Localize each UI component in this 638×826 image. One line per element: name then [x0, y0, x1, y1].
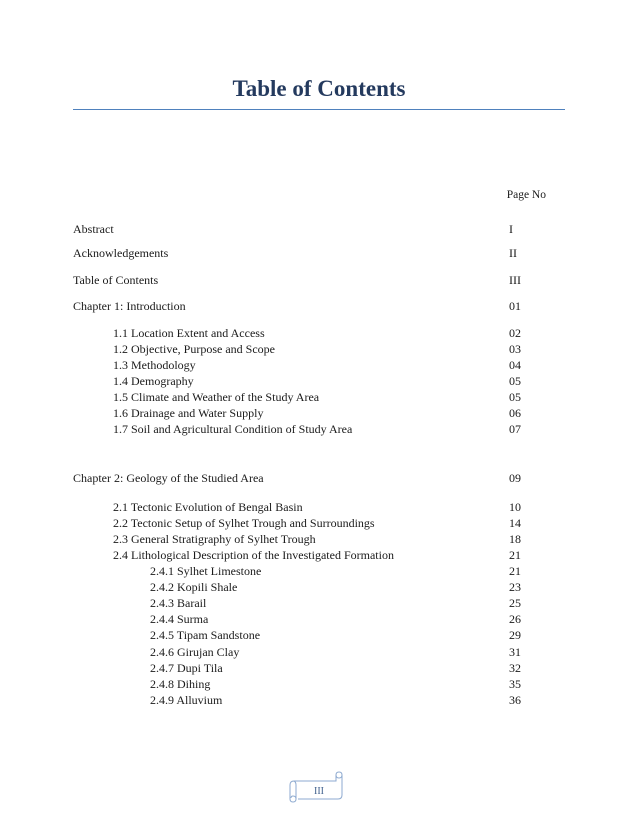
toc-entry-page: 18 [509, 532, 521, 546]
toc-entry-1-6 [113, 405, 539, 421]
toc-entry-page: 21 [509, 548, 521, 562]
page-number-footer [288, 771, 350, 803]
toc-entry-page: 31 [509, 645, 521, 659]
toc-entry-page: 03 [509, 342, 521, 356]
toc-entry-label: 2.1 Tectonic Evolution of Bengal Basin [113, 500, 303, 514]
toc-entry-2-1 [113, 499, 539, 515]
toc-entry-label: 1.6 Drainage and Water Supply [113, 406, 264, 420]
toc-entry-2-4-6 [150, 644, 539, 660]
toc-entry-page: 29 [509, 628, 521, 642]
toc-entry-page: 25 [509, 596, 521, 610]
toc-entry-label: Abstract [73, 222, 114, 236]
toc-entry-2-4-1 [150, 563, 539, 579]
toc-entry-page: III [509, 273, 521, 287]
toc-entry-label: Chapter 1: Introduction [73, 299, 186, 313]
toc-entry-label: 1.1 Location Extent and Access [113, 326, 265, 340]
toc-entry-label: 1.5 Climate and Weather of the Study Area [113, 390, 320, 404]
toc-entry-page: 09 [509, 471, 521, 485]
toc-entry-1-5 [113, 389, 539, 405]
toc-entry-label: 1.2 Objective, Purpose and Scope [113, 342, 275, 356]
toc-entry-page: 32 [509, 661, 521, 675]
toc-entry-2-4-4 [150, 611, 539, 627]
footer-page-number: III [314, 786, 324, 797]
toc-entry-1-4 [113, 373, 539, 389]
toc-entry-label: 2.4.5 Tipam Sandstone [150, 628, 261, 642]
toc-entry-page: 35 [509, 677, 521, 691]
toc-entry-2-4 [113, 547, 539, 563]
toc-entry-label: Chapter 2: Geology of the Studied Area [73, 471, 264, 485]
toc-entry-page: 10 [509, 500, 521, 514]
toc-entry-2-4-2 [150, 579, 539, 595]
toc-entry-label: 2.4.8 Dihing [150, 677, 211, 691]
toc-entry-table-of-contents [73, 272, 539, 288]
toc-entry-2-4-9 [150, 692, 539, 708]
toc-entry-label: 2.3 General Stratigraphy of Sylhet Trough [113, 532, 316, 546]
toc-entry-label: 2.4.7 Dupi Tila [150, 661, 223, 675]
toc-entry-page: 06 [509, 406, 521, 420]
toc-entry-label: 1.7 Soil and Agricultural Condition of Study Area [113, 422, 353, 436]
toc-entry-label: 1.4 Demography [113, 374, 194, 388]
toc-entry-label: Table of Contents [73, 273, 159, 287]
toc-entry-2-4-5 [150, 627, 539, 643]
toc-entry-label: 2.2 Tectonic Setup of Sylhet Trough and Surroundings [113, 516, 375, 530]
toc-entry-acknowledgements [73, 245, 539, 261]
toc-entry-1-1 [113, 325, 539, 341]
toc-entry-label: 2.4.2 Kopili Shale [150, 580, 238, 594]
toc-entry-label: 1.3 Methodology [113, 358, 196, 372]
toc-entry-page: I [509, 222, 513, 236]
title-underline [73, 109, 565, 110]
toc-entry-label: 2.4.6 Girujan Clay [150, 645, 240, 659]
toc-entry-1-3 [113, 357, 539, 373]
toc-entry-abstract [73, 221, 539, 237]
page-no-header: Page No [506, 189, 546, 201]
toc-entry-page: 36 [509, 693, 521, 707]
toc-entry-label: 2.4.4 Surma [150, 612, 209, 626]
toc-entry-page: 23 [509, 580, 521, 594]
toc-entry-chapter-1 [73, 298, 539, 314]
toc-entry-page: II [509, 246, 517, 260]
toc-entry-page: 04 [509, 358, 521, 372]
toc-entry-page: 07 [509, 422, 521, 436]
toc-entry-page: 05 [509, 374, 521, 388]
toc-entry-2-3 [113, 531, 539, 547]
toc-entry-2-4-8 [150, 676, 539, 692]
toc-entry-page: 02 [509, 326, 521, 340]
toc-entry-page: 05 [509, 390, 521, 404]
toc-entry-page: 01 [509, 299, 521, 313]
toc-entry-chapter-2 [73, 470, 539, 486]
page-title: Table of Contents [232, 76, 406, 101]
toc-entry-label: 2.4.3 Barail [150, 596, 207, 610]
toc-entry-2-4-7 [150, 660, 539, 676]
toc-entry-label: 2.4.1 Sylhet Limestone [150, 564, 262, 578]
toc-entry-2-4-3 [150, 595, 539, 611]
toc-entry-label: 2.4.9 Alluvium [150, 693, 223, 707]
toc-entry-2-2 [113, 515, 539, 531]
toc-entry-label: 2.4 Lithological Description of the Investigated Formation [113, 548, 394, 562]
toc-entry-page: 21 [509, 564, 521, 578]
toc-entry-label: Acknowledgements [73, 246, 169, 260]
toc-entry-page: 26 [509, 612, 521, 626]
toc-entry-page: 14 [509, 516, 521, 530]
toc-entry-1-7 [113, 421, 539, 437]
toc-entry-1-2 [113, 341, 539, 357]
